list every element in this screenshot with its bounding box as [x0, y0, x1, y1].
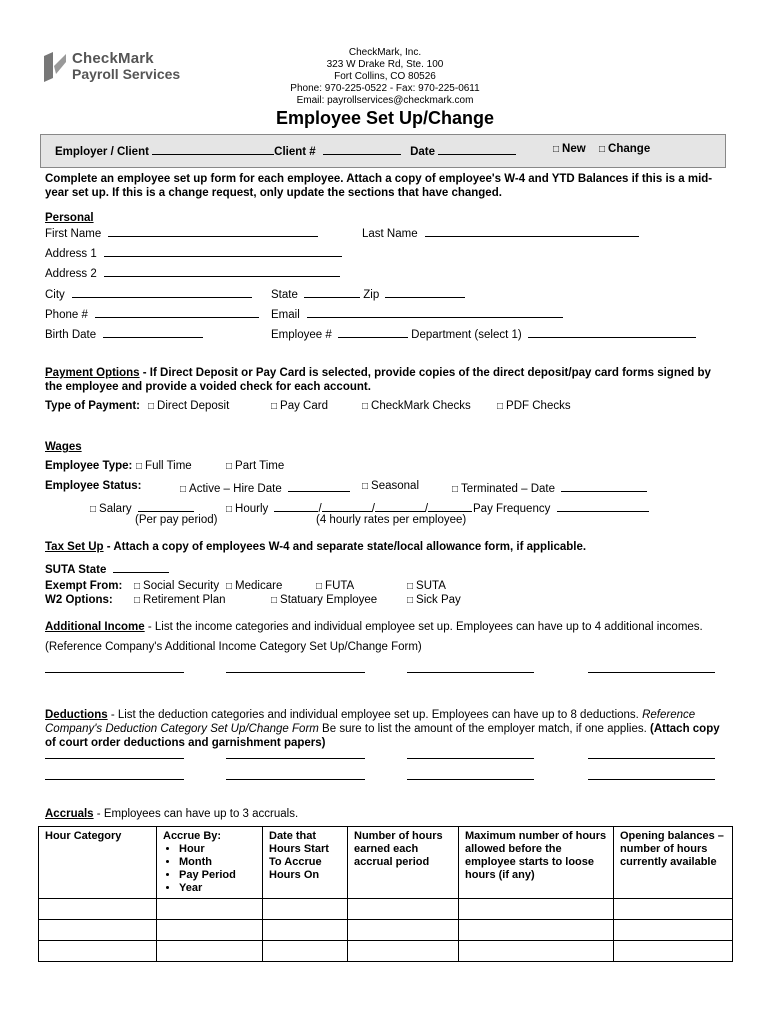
tax-section: [45, 541, 586, 553]
statutory-employee-label: Statuary Employee: [280, 594, 378, 606]
hire-date-field[interactable]: [288, 480, 350, 492]
pay-card-label: Pay Card: [280, 400, 328, 412]
sick-pay-label: Sick Pay: [416, 594, 461, 606]
pay-frequency-field[interactable]: [557, 500, 649, 512]
deductions-desc: - List the deduction categories and individual employee set up. Employees can have up to 8 deductions.: [107, 709, 643, 721]
city-field[interactable]: [72, 286, 252, 298]
checkbox-icon: □: [497, 401, 504, 412]
phone-label: Phone #: [45, 309, 88, 321]
suta-state-label: SUTA State: [45, 564, 107, 576]
department-label: Department (select 1): [411, 329, 522, 341]
address1-field[interactable]: [104, 245, 342, 257]
checkbox-icon: □: [362, 401, 369, 412]
table-cell[interactable]: [348, 920, 459, 941]
table-row: [39, 899, 733, 920]
hourly-rate-1[interactable]: [274, 500, 318, 512]
payment-type-label: Type of Payment:: [45, 400, 140, 412]
accrue-option-pay-period: • Pay Period: [179, 869, 256, 882]
deduction-field-5[interactable]: [45, 779, 184, 780]
last-name-label: Last Name: [362, 228, 418, 240]
deductions-desc2: Be sure to list the amount of the employer match, if one applies.: [318, 723, 650, 735]
address2-label: Address 2: [45, 268, 97, 280]
accruals-desc: - Employees can have up to 3 accruals.: [93, 808, 299, 820]
accrue-option-hour: • Hour: [179, 843, 256, 856]
seasonal-checkbox[interactable]: [362, 480, 419, 492]
tax-heading: Tax Set Up: [45, 541, 104, 553]
checkbox-icon: □: [226, 504, 233, 515]
checkbox-icon: □: [134, 581, 141, 592]
col-opening-balances: Opening balances – number of hours currently available: [614, 827, 733, 899]
company-email: Email: payrollservices@checkmark.com: [296, 95, 474, 106]
checkbox-icon: □: [226, 581, 233, 592]
deductions-attach-note: (Attach copy of court order deductions and garnishment papers): [45, 723, 720, 749]
additional-income-desc: - List the income categories and individual employee set up. Employees can have up to 4 additional incomes.: [144, 621, 703, 633]
table-cell[interactable]: [459, 941, 614, 962]
birth-date-label: Birth Date: [45, 329, 97, 341]
hourly-checkbox[interactable]: [226, 500, 472, 515]
terminated-label: Terminated – Date: [461, 483, 556, 495]
terminated-date-field[interactable]: [561, 480, 647, 492]
company-info: [0, 47, 770, 107]
table-cell[interactable]: [459, 920, 614, 941]
date-label: Date: [410, 146, 436, 158]
table-cell[interactable]: [459, 899, 614, 920]
zip-label: Zip: [363, 289, 380, 301]
pay-card-checkbox[interactable]: [271, 400, 328, 412]
table-cell[interactable]: [614, 941, 733, 962]
deduction-field-1[interactable]: [45, 758, 184, 759]
salary-checkbox[interactable]: [90, 500, 194, 515]
wages-heading: Wages: [45, 441, 82, 453]
table-row: [39, 920, 733, 941]
full-time-label: Full Time: [145, 460, 192, 472]
table-cell[interactable]: [39, 899, 157, 920]
salary-field[interactable]: [138, 500, 194, 512]
last-name-field[interactable]: [425, 225, 639, 237]
futa-checkbox[interactable]: [316, 580, 354, 592]
social-security-label: Social Security: [143, 580, 220, 592]
futa-label: FUTA: [325, 580, 355, 592]
checkbox-icon: □: [134, 595, 141, 606]
payment-desc: - If Direct Deposit or Pay Card is selected, provide copies of the direct deposit/pay card forms signed by the employee and provide a voided check for each account.: [45, 367, 711, 393]
personal-heading: Personal: [45, 212, 94, 224]
client-label: Client #: [274, 146, 316, 158]
address2-field[interactable]: [104, 265, 340, 277]
table-cell[interactable]: [39, 941, 157, 962]
company-address2: Fort Collins, CO 80526: [334, 71, 436, 82]
company-phone: Phone: 970-225-0522 - Fax: 970-225-0611: [290, 83, 480, 94]
hourly-label: Hourly: [235, 503, 269, 515]
additional-income-section: [45, 621, 703, 633]
medicare-label: Medicare: [235, 580, 283, 592]
hourly-rate-4[interactable]: [428, 500, 472, 512]
state-field[interactable]: [304, 286, 360, 298]
new-checkbox[interactable]: [553, 143, 586, 155]
city-label: City: [45, 289, 65, 301]
additional-income-field-4[interactable]: [588, 672, 715, 673]
col-maximum-hours: Maximum number of hours allowed before the employee starts to loose hours (if any): [459, 827, 614, 899]
email-field[interactable]: [307, 306, 563, 318]
direct-deposit-label: Direct Deposit: [157, 400, 230, 412]
department-field[interactable]: [528, 326, 696, 338]
email-label: Email: [271, 309, 300, 321]
pdf-checks-checkbox[interactable]: [497, 400, 571, 412]
checkmark-checks-label: CheckMark Checks: [371, 400, 471, 412]
state-label: State: [271, 289, 298, 301]
suta-state-field[interactable]: [113, 561, 169, 573]
accrue-option-month: • Month: [179, 856, 256, 869]
slash: /: [424, 503, 429, 515]
checkbox-icon: □: [362, 481, 369, 492]
full-time-checkbox[interactable]: [136, 460, 192, 472]
exempt-from-label: Exempt From:: [45, 580, 123, 592]
accruals-header-row: [39, 827, 733, 899]
intro-text: Complete an employee set up form for each employee. Attach a copy of employee's W-4 and YTD Balances if this is a mid-year set up. If this is a change request, only update the sections that have changed.: [45, 173, 713, 199]
date-field[interactable]: [438, 143, 516, 155]
checkbox-icon: □: [407, 581, 414, 592]
checkmark-checks-checkbox[interactable]: [362, 400, 471, 412]
part-time-checkbox[interactable]: [226, 460, 284, 472]
additional-income-field-1[interactable]: [45, 672, 184, 673]
change-label: Change: [608, 143, 651, 155]
first-name-label: First Name: [45, 228, 102, 240]
checkbox-icon: □: [226, 461, 233, 472]
checkbox-icon: □: [599, 144, 606, 155]
checkbox-icon: □: [271, 595, 278, 606]
birth-date-field[interactable]: [103, 326, 203, 338]
retirement-plan-checkbox[interactable]: [134, 594, 226, 606]
deductions-heading: Deductions: [45, 709, 108, 721]
company-address1: 323 W Drake Rd, Ste. 100: [326, 59, 444, 70]
table-cell[interactable]: [263, 899, 348, 920]
accruals-table: [38, 826, 733, 962]
pdf-checks-label: PDF Checks: [506, 400, 571, 412]
table-cell[interactable]: [263, 941, 348, 962]
employer-label: Employer / Client: [55, 146, 149, 158]
col-hours-earned: Number of hours earned each accrual period: [348, 827, 459, 899]
company-name: CheckMark, Inc.: [348, 47, 422, 58]
terminated-checkbox[interactable]: [452, 480, 647, 495]
employer-box: [40, 134, 726, 168]
table-cell[interactable]: [614, 920, 733, 941]
social-security-checkbox[interactable]: [134, 580, 219, 592]
additional-income-heading: Additional Income: [45, 621, 145, 633]
checkbox-icon: □: [148, 401, 155, 412]
hourly-rate-3[interactable]: [375, 500, 425, 512]
logo-name-line1: CheckMark: [72, 50, 154, 67]
accruals-section: [45, 808, 298, 820]
checkbox-icon: □: [90, 504, 97, 515]
first-name-field[interactable]: [108, 225, 318, 237]
direct-deposit-checkbox[interactable]: [148, 400, 229, 412]
accrue-by-label: Accrue By:: [163, 830, 222, 842]
table-cell[interactable]: [348, 899, 459, 920]
table-cell[interactable]: [263, 920, 348, 941]
additional-income-reference: (Reference Company's Additional Income Category Set Up/Change Form): [45, 641, 422, 653]
zip-field[interactable]: [385, 286, 465, 298]
checkbox-icon: □: [136, 461, 143, 472]
suta-label: SUTA: [416, 580, 446, 592]
accruals-heading: Accruals: [45, 808, 94, 820]
checkbox-icon: □: [553, 144, 560, 155]
sick-pay-checkbox[interactable]: [407, 594, 461, 606]
client-number-field[interactable]: [323, 143, 401, 155]
w2-options-label: W2 Options:: [45, 594, 113, 606]
phone-field[interactable]: [95, 306, 259, 318]
per-pay-period-note: (Per pay period): [135, 514, 218, 526]
logo-name-line2: Payroll Services: [72, 66, 181, 82]
table-cell[interactable]: [39, 920, 157, 941]
new-label: New: [562, 143, 586, 155]
deduction-field-2[interactable]: [226, 758, 365, 759]
employee-status-label: Employee Status:: [45, 480, 142, 492]
additional-income-field-3[interactable]: [407, 672, 534, 673]
col-date-start: Date that Hours Start To Accrue Hours On: [263, 827, 348, 899]
deduction-field-3[interactable]: [407, 758, 534, 759]
employee-number-label: Employee #: [271, 329, 332, 341]
deduction-field-7[interactable]: [407, 779, 534, 780]
address1-label: Address 1: [45, 248, 97, 260]
employer-field[interactable]: [152, 143, 274, 155]
active-checkbox[interactable]: [180, 480, 350, 495]
hourly-rates-note: (4 hourly rates per employee): [316, 514, 467, 526]
payment-section: [45, 366, 725, 394]
deduction-field-8[interactable]: [588, 779, 715, 780]
table-cell[interactable]: [614, 899, 733, 920]
additional-income-field-2[interactable]: [226, 672, 365, 673]
checkbox-icon: □: [452, 484, 459, 495]
pay-frequency-label: Pay Frequency: [473, 503, 551, 515]
change-checkbox[interactable]: [599, 143, 650, 155]
checkbox-icon: □: [271, 401, 278, 412]
deduction-field-6[interactable]: [226, 779, 365, 780]
hourly-rate-2[interactable]: [322, 500, 372, 512]
retirement-plan-label: Retirement Plan: [143, 594, 226, 606]
deductions-section: [45, 708, 725, 750]
employee-number-field[interactable]: [338, 326, 408, 338]
medicare-checkbox[interactable]: [226, 580, 282, 592]
salary-label: Salary: [99, 503, 132, 515]
table-row: [39, 941, 733, 962]
deductions-reference: Reference Company's Deduction Category Set Up/Change Form: [45, 709, 696, 735]
table-cell[interactable]: [157, 920, 263, 941]
table-cell[interactable]: [157, 899, 263, 920]
slash: /: [371, 503, 375, 515]
checkbox-icon: □: [407, 595, 414, 606]
table-cell[interactable]: [157, 941, 263, 962]
deduction-field-4[interactable]: [588, 758, 715, 759]
statutory-employee-checkbox[interactable]: [271, 594, 377, 606]
payment-heading: Payment Options: [45, 367, 140, 379]
col-hour-category: Hour Category: [39, 827, 157, 899]
checkbox-icon: □: [180, 484, 187, 495]
tax-desc: - Attach a copy of employees W-4 and separate state/local allowance form, if applicable.: [103, 541, 587, 553]
active-label: Active – Hire Date: [189, 483, 282, 495]
checkbox-icon: □: [316, 581, 323, 592]
slash: /: [318, 503, 322, 515]
seasonal-label: Seasonal: [371, 480, 420, 492]
part-time-label: Part Time: [235, 460, 285, 472]
col-accrue-by: [157, 827, 263, 899]
employee-type-label: Employee Type:: [45, 460, 133, 472]
accrue-option-year: • Year: [179, 882, 256, 895]
suta-checkbox[interactable]: [407, 580, 446, 592]
table-cell[interactable]: [348, 941, 459, 962]
page-title: Employee Set Up/Change: [275, 108, 495, 128]
accrue-options-list: [163, 843, 256, 895]
